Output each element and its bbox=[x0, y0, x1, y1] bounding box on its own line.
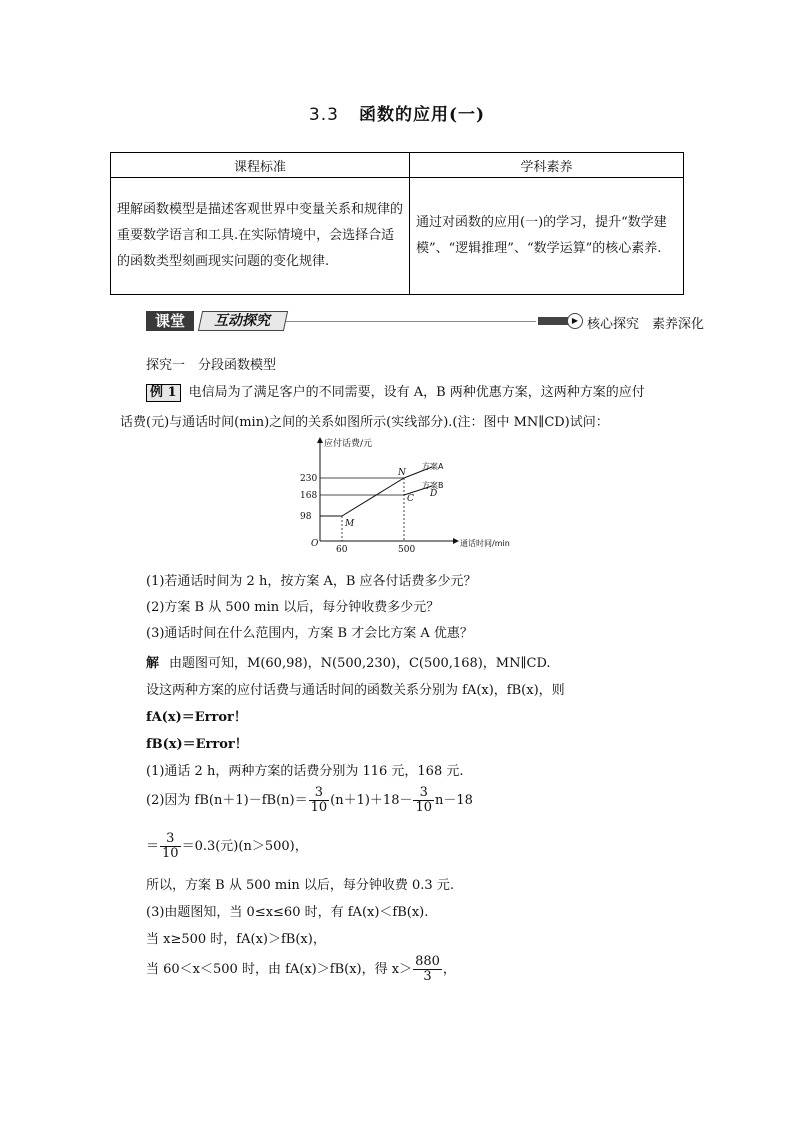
question-1: (1)若通话时间为 2 h，按方案 A，B 应各付话费多少元？ bbox=[146, 574, 477, 589]
table-cell-literacy: 通过对函数的应用(一)的学习，提升“数学建模”、“逻辑推理”、“数学运算”的核心素养. bbox=[410, 178, 684, 295]
solution-line-7 bbox=[146, 832, 308, 861]
question-2: (2)方案 B 从 500 min 以后，每分钟收费多少元？ bbox=[146, 600, 440, 615]
banner-right-text: 核心探究 素养深化 bbox=[587, 317, 705, 332]
example-line-2: 话费(元)与通话时间(min)之间的关系如图所示(实线部分).(注：图中 MN∥CD)试问： bbox=[120, 415, 609, 430]
series-label: 方案A bbox=[422, 462, 444, 471]
solution-7-end: ＝0.3(元)(n＞500)， bbox=[181, 839, 308, 854]
banner-divider bbox=[286, 321, 536, 322]
fraction-3-10 bbox=[309, 786, 330, 815]
solution-line-8: 所以，方案 B 从 500 min 以后，每分钟收费 0.3 元. bbox=[146, 878, 454, 893]
solution-line-11 bbox=[146, 955, 456, 984]
chart-y-label: 应付话费/元 bbox=[324, 439, 373, 449]
example-badge: 例 1 bbox=[146, 384, 181, 402]
solution-fa: fA(x)＝Error！ bbox=[146, 710, 247, 725]
banner-tag-explore: 互动探究 bbox=[198, 311, 288, 331]
x-tick-label: 60 bbox=[336, 545, 348, 554]
point-label: M bbox=[345, 519, 355, 529]
fraction-numerator: 3 bbox=[160, 832, 181, 847]
page-title bbox=[0, 100, 794, 125]
solution-label: 解 bbox=[146, 656, 160, 671]
series-label: 方案B bbox=[422, 481, 444, 490]
solution-line-10: 当 x≥500 时，fA(x)＞fB(x)， bbox=[146, 932, 326, 947]
solution-line-6 bbox=[146, 786, 473, 815]
x-tick-label: 500 bbox=[398, 545, 416, 554]
section-banner bbox=[146, 311, 706, 331]
y-tick-label: 98 bbox=[300, 512, 312, 522]
fraction-denominator: 3 bbox=[423, 969, 432, 984]
fraction-numerator: 880 bbox=[415, 954, 440, 969]
title-text: 函数的应用(一) bbox=[358, 105, 486, 125]
solution-line-2: 设这两种方案的应付话费与通话时间的函数关系分别为 fA(x)，fB(x)，则 bbox=[146, 683, 565, 698]
table-cell-standard: 理解函数模型是描述客观世界中变量关系和规律的重要数学语言和工具.在实际情境中，会选择合适的函数类型刻画现实问题的变化规律. bbox=[111, 178, 410, 295]
fraction-numerator: 3 bbox=[309, 786, 330, 801]
fraction-numerator: 3 bbox=[413, 786, 434, 801]
title-number: 3.3 bbox=[308, 105, 339, 125]
play-icon: ▶ bbox=[567, 313, 583, 329]
question-3: (3)通话时间在什么范围内，方案 B 才会比方案 A 优惠？ bbox=[146, 626, 473, 641]
y-tick-label: 230 bbox=[300, 474, 318, 484]
fraction-3-10-c bbox=[160, 832, 181, 861]
fraction-denominator: 10 bbox=[310, 800, 328, 815]
fraction-denominator: 10 bbox=[415, 800, 433, 815]
example-line-1 bbox=[146, 381, 645, 402]
fraction-3-10-b bbox=[413, 786, 434, 815]
point-label: C bbox=[407, 494, 414, 504]
solution-fb: fB(x)＝Error！ bbox=[146, 737, 248, 752]
solution-6-pre: (2)因为 fB(n＋1)－fB(n)＝ bbox=[146, 793, 308, 808]
y-tick-label: 168 bbox=[300, 491, 318, 501]
banner-tag-classroom: 课堂 bbox=[146, 311, 194, 331]
solution-6-end: n－18 bbox=[435, 793, 473, 808]
solution-7-pre: ＝ bbox=[146, 839, 160, 854]
solution-6-mid: (n＋1)＋18－ bbox=[330, 793, 413, 808]
chart-origin-label: O bbox=[311, 539, 319, 549]
table-header-literacy: 学科素养 bbox=[410, 153, 684, 178]
fraction-denominator: 10 bbox=[162, 846, 179, 861]
standards-table bbox=[110, 152, 684, 295]
solution-11-end: ， bbox=[442, 962, 456, 977]
chart-x-label: 通话时间/min bbox=[460, 539, 510, 548]
solution-text-1: 由题图可知，M(60,98)，N(500,230)，C(500,168)，MN∥CD. bbox=[169, 656, 551, 671]
table-header-standard: 课程标准 bbox=[111, 153, 410, 178]
fraction-880-3 bbox=[413, 955, 442, 984]
example-text-1: 电信局为了满足客户的不同需要，设有 A，B 两种优惠方案，这两种方案的应付 bbox=[188, 385, 645, 400]
point-label: D bbox=[430, 489, 438, 499]
point-label: N bbox=[398, 468, 406, 478]
solution-line-5: (1)通话 2 h，两种方案的话费分别为 116 元，168 元. bbox=[146, 764, 464, 779]
solution-11-pre: 当 60＜x＜500 时，由 fA(x)＞fB(x)，得 x＞ bbox=[146, 962, 413, 977]
section-title: 探究一 分段函数模型 bbox=[146, 358, 277, 373]
solution-line-1 bbox=[146, 652, 551, 671]
solution-line-9: (3)由题图知，当 0≤x≤60 时，有 fA(x)＜fB(x). bbox=[146, 905, 429, 920]
piecewise-chart bbox=[290, 434, 530, 554]
